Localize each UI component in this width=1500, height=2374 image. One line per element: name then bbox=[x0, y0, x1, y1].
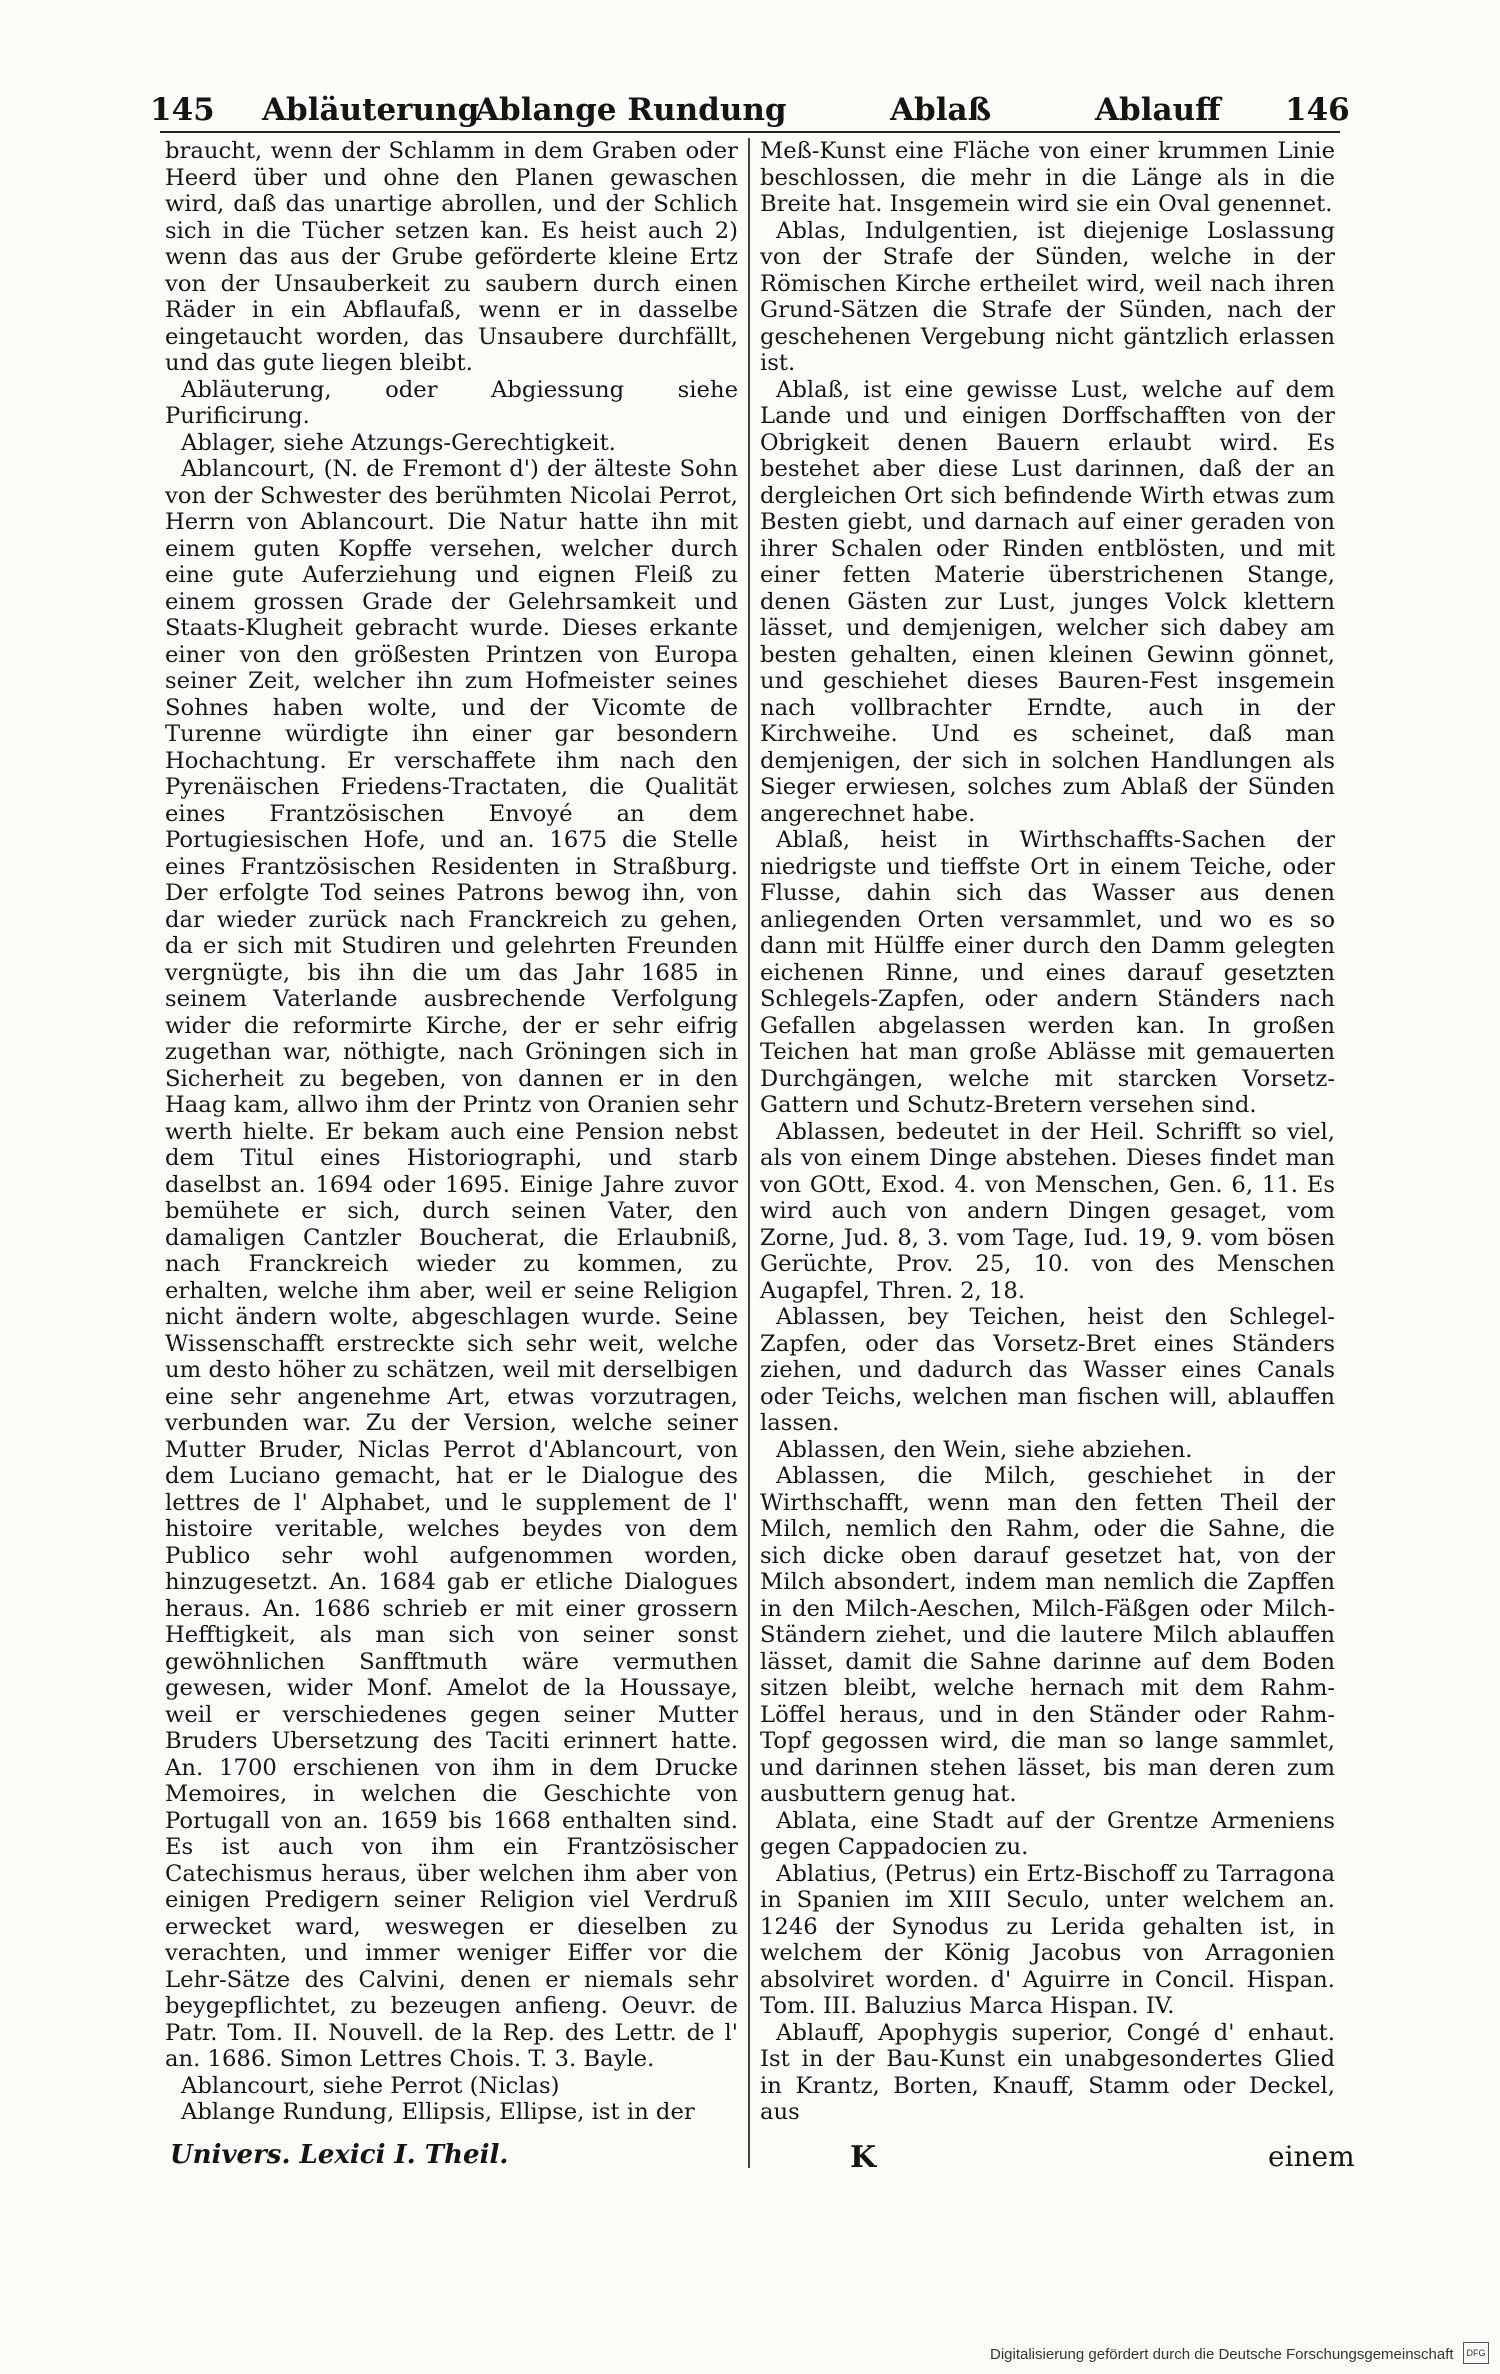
left-column bbox=[165, 138, 738, 2158]
entry-paragraph: Ablassen, den Wein, siehe abziehen. bbox=[776, 1436, 1193, 1463]
volume-signature-line: Univers. Lexici I. Theil. bbox=[170, 2140, 509, 2170]
head-word-left-1: Abläuterung bbox=[262, 92, 480, 128]
head-word-left-2: Ablange Rundung bbox=[475, 92, 787, 128]
sheet-signature: K bbox=[850, 2140, 877, 2175]
entry-paragraph: Ablata, eine Stadt auf der Grentze Armeniens gegen Cappadocien zu. bbox=[760, 1807, 1335, 1860]
entry-paragraph: Ablancourt, siehe Perrot (Niclas) bbox=[181, 2072, 560, 2099]
entry-paragraph: Ablassen, bedeutet in der Heil. Schrifft so viel, als von einem Dinge abstehen. Dieses findet man von GOtt, Exod. 4. von Menschen, Gen. 6, 11. Es wird auch von andern Dingen gesaget, vom Zorne, Jud. 8, 3. vom Tage, Iud. 19, 9. vom bösen Gerüchte, Prov. 25, 10. von des Menschen Augapfel, Thren. 2, 18. bbox=[760, 1118, 1335, 1304]
digitization-credit: Digitalisierung gefördert durch die Deutsche Forschungsgemeinschaft bbox=[990, 2346, 1454, 2363]
entry-paragraph: Ablaß, heist in Wirthschaffts-Sachen der niedrigste und tieffste Ort in einem Teiche, oder Flusse, dahin sich das Wasser aus denen anliegenden Orten versammlet, und wo es so dann mit Hülffe einer durch den Damm gelegten eichenen Rinne, und eines darauf gesetzten Schlegels-Zapfen, oder andern Ständers nach Gefallen abgelassen werden kan. In großen Teichen hat man große Ablässe mit gemauerten Durchgängen, welche mit starcken Vorsetz-Gattern und Schutz-Bretern versehen sind. bbox=[760, 827, 1335, 1118]
entry-paragraph: Ablassen, bey Teichen, heist den Schlegel-Zapfen, oder das Vorsetz-Bret eines Ständers ziehen, und dadurch das Wasser eines Canals oder Teichs, welchen man fischen will, ablauffen lassen. bbox=[760, 1304, 1335, 1436]
head-word-right-1: Ablaß bbox=[890, 92, 992, 128]
entry-paragraph: Meß-Kunst eine Fläche von einer krummen Linie beschlossen, die mehr in die Länge als in die Breite hat. Insgemein wird sie ein Oval genennet. bbox=[760, 138, 1335, 217]
entry-paragraph: braucht, wenn der Schlamm in dem Graben oder Heerd über und ohne den Planen gewaschen wird, daß das unartige abrollen, und der Schlich sich in die Tücher setzen kan. Es heist auch 2) wenn das aus der Grube geförderte kleine Ertz von der Unsauberkeit zu saubern durch einen Räder in ein Abflaufaß, wenn er in dasselbe eingetaucht worden, das Unsaubere durchfällt, und das gute liegen bleibt. bbox=[165, 138, 738, 376]
header-rule bbox=[160, 131, 1340, 133]
entry-paragraph: Ablauff, Apophygis superior, Congé d' enhaut. Ist in der Bau-Kunst ein unabgesondertes Glied in Krantz, Borten, Knauff, Stamm oder Deckel, aus bbox=[760, 2019, 1335, 2125]
entry-paragraph: Ablager, siehe Atzungs-Gerechtigkeit. bbox=[181, 429, 616, 456]
entry-paragraph: Ablatius, (Petrus) ein Ertz-Bischoff zu Tarragona in Spanien im XIII Seculo, unter welchem an. 1246 der Synodus zu Lerida gehalten ist, in welchem der König Jacobus von Arragonien absolviret worden. d' Aguirre in Concil. Hispan. Tom. III. Baluzius Marca Hispan. IV. bbox=[760, 1860, 1335, 2019]
entry-paragraph: Ablange Rundung, Ellipsis, Ellipse, ist in der bbox=[181, 2099, 695, 2125]
dfg-logo-icon: DFG bbox=[1463, 2342, 1489, 2364]
head-word-right-2: Ablauff bbox=[1095, 92, 1221, 128]
page-number-left: 145 bbox=[150, 92, 215, 128]
catchword: einem bbox=[1268, 2140, 1355, 2173]
entry-paragraph: Ablassen, die Milch, geschiehet in der Wirthschafft, wenn man den fetten Theil der Milch, nemlich den Rahm, oder die Sahne, die sich dicke oben darauf gesetzet hat, von der Milch absondert, indem man nemlich die Zapffen in den Milch-Aeschen, Milch-Fäßgen oder Milch-Ständern ziehet, und die lautere Milch ablauffen lässet, damit die Sahne darinne auf dem Boden sitzen bleibt, welche hernach mit dem Rahm-Löffel heraus, und in den Ständer oder Rahm-Topf gegossen wird, die man so lange sammlet, und darinnen stehen lässet, bis man deren zum ausbuttern genug hat. bbox=[760, 1463, 1335, 1807]
column-divider bbox=[748, 138, 750, 2168]
right-column bbox=[760, 138, 1335, 2158]
page-number-right: 146 bbox=[1285, 92, 1350, 128]
entry-paragraph: Ablas, Indulgentien, ist diejenige Loslassung von der Strafe der Sünden, welche in der Römischen Kirche ertheilet wird, weil nach ihren Grund-Sätzen die Strafe der Sünden, nach der geschehenen Vergebung nicht gäntzlich erlassen ist. bbox=[760, 217, 1335, 376]
entry-paragraph: Ablancourt, (N. de Fremont d') der älteste Sohn von der Schwester des berühmten Nicolai Perrot, Herrn von Ablancourt. Die Natur hatte ihn mit einem guten Kopffe versehen, welcher durch eine gute Auferziehung und eignen Fleiß zu einem grossen Grade der Gelehrsamkeit und Staats-Klugheit gebracht wurde. Dieses erkante einer von den größesten Printzen von Europa seiner Zeit, welcher ihn zum Hofmeister seines Sohnes haben wolte, und der Vicomte de Turenne würdigte ihn einer gar besondern Hochachtung. Er verschaffete ihm nach den Pyrenäischen Friedens-Tractaten, die Qualität eines Frantzösischen Envoyé an dem Portugiesischen Hofe, und an. 1675 die Stelle eines Frantzösischen Residenten in Straßburg. Der erfolgte Tod seines Patrons bewog ihn, von dar wieder zurück nach Franckreich zu gehen, da er sich mit Studiren und gelehrten Freunden vergnügte, bis ihn die um das Jahr 1685 in seinem Vaterlande ausbrechende Verfolgung wider die reformirte Kirche, der er sehr eifrig zugethan war, nöthigte, nach Gröningen sich in Sicherheit zu begeben, von dannen er in den Haag kam, allwo ihm der Printz von Oranien sehr werth hielte. Er bekam auch eine Pension nebst dem Titul eines Historiographi, und starb daselbst an. 1694 oder 1695. Einige Jahre zuvor bemühete er sich, durch seinen Vater, den damaligen Cantzler Boucherat, die Erlaubniß, nach Franckreich wieder zu kommen, zu erhalten, welche ihm aber, weil er seine Religion nicht ändern wolte, abgeschlagen wurde. Seine Wissenschafft erstreckte sich sehr weit, welche um desto höher zu schätzen, weil mit derselbigen eine sehr angenehme Art, etwas vorzutragen, verbunden war. Zu der Version, welche seiner Mutter Bruder, Niclas Perrot d'Ablancourt, von dem Luciano gemacht, hat er le Dialogue des lettres de l' Alphabet, und le supplement de l' histoire veritable, welches beydes von dem Publico sehr wohl aufgenommen worden, hinzugesetzt. An. 1684 gab er etliche Dialogues heraus. An. 1686 schrieb er mit einer grossern Hefftigkeit, als man sich von seiner sonst gewöhnlichen Sanfftmuth wäre vermuthen gewesen, wider Monf. Amelot de la Houssaye, weil er verschiedenes gegen seiner Mutter Bruders Ubersetzung des Taciti erinnert hatte. An. 1700 erschienen von ihm in dem Drucke Memoires, in welchen die Geschichte von Portugall von an. 1659 bis 1668 enthalten sind. Es ist auch von ihm ein Frantzösischer Catechismus heraus, über welchen ihm aber von einigen Predigern seiner Religion viel Verdruß erwecket ward, weswegen er dieselben zu verachten, und immer weniger Eiffer vor die Lehr-Sätze des Calvini, denen er niemals sehr beygepflichtet, zu bezeugen anfieng. Oeuvr. de Patr. Tom. II. Nouvell. de la Rep. des Lettr. de l' an. 1686. Simon Lettres Chois. T. 3. Bayle. bbox=[165, 456, 738, 2072]
entry-paragraph: Ablaß, ist eine gewisse Lust, welche auf dem Lande und und einigen Dorffschafften von der Obrigkeit denen Bauern erlaubt wird. Es bestehet aber diese Lust darinnen, daß der an dergleichen Ort sich befindende Wirth etwas zum Besten giebt, und darnach auf einer geraden von ihrer Schalen oder Rinden entblösten, und mit einer fetten Materie überstrichenen Stange, denen Gästen zur Lust, junges Volck klettern lässet, und demjenigen, welcher sich dabey am besten gehalten, einen kleinen Gewinn gönnet, und geschiehet dieses Bauren-Fest insgemein nach vollbrachter Erndte, auch in der Kirchweihe. Und es scheinet, daß man demjenigen, der sich in solchen Handlungen als Sieger erwiesen, solches zum Ablaß der Sünden angerechnet habe. bbox=[760, 376, 1335, 827]
entry-paragraph: Abläuterung, oder Abgiessung siehe Purificirung. bbox=[165, 376, 738, 429]
